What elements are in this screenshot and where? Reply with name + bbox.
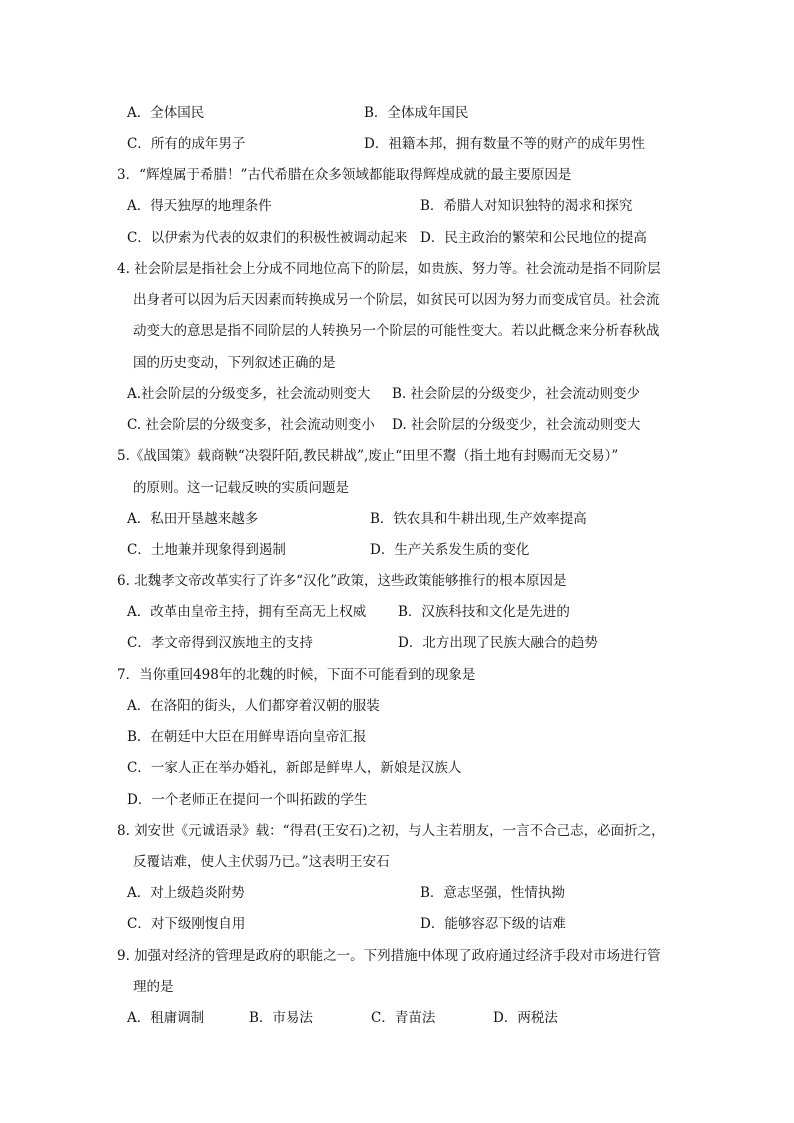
q4-stem-line-2: 出身者可以因为后天因素而转换成另一个阶层，如贫民可以因为努力而变成官员。社会流 bbox=[133, 292, 660, 308]
q4-stem-line-4: 国的历史变动，下列叙述正确的是 bbox=[133, 355, 336, 371]
q5-option-b[interactable]: B．铁农具和牛耕出现,生产效率提高 bbox=[370, 511, 587, 527]
q8-option-b[interactable]: B．意志坚强，性情执拗 bbox=[420, 885, 565, 901]
q9-option-b[interactable]: B．市易法 bbox=[249, 1010, 313, 1026]
q7-option-d[interactable]: D．一个老师正在提问一个叫拓跋的学生 bbox=[127, 792, 368, 808]
q6-option-a[interactable]: A．改革由皇帝主持，拥有至高无上权威 bbox=[127, 604, 367, 620]
q8-option-a[interactable]: A．对上级趋炎附势 bbox=[127, 885, 245, 901]
q5-stem-line-2: 的原则。这一记载反映的实质问题是 bbox=[133, 480, 349, 496]
q2-option-c[interactable]: C．所有的成年男子 bbox=[127, 136, 246, 152]
q9-option-c[interactable]: C．青苗法 bbox=[371, 1010, 436, 1026]
q7-stem: 7．当你重回498年的北魏的时候，下面不可能看到的现象是 bbox=[117, 667, 476, 683]
q8-option-c[interactable]: C．对下级刚愎自用 bbox=[127, 916, 246, 932]
q9-option-d[interactable]: D．两税法 bbox=[493, 1010, 558, 1026]
q4-option-d[interactable]: D. 社会阶层的分级变少，社会流动则变大 bbox=[392, 417, 641, 433]
q9-stem-line-2: 理的是 bbox=[133, 979, 174, 995]
q7-option-a[interactable]: A．在洛阳的街头，人们都穿着汉朝的服装 bbox=[127, 698, 380, 714]
q5-option-a[interactable]: A．私田开垦越来越多 bbox=[127, 511, 259, 527]
q4-option-a[interactable]: A.社会阶层的分级变多，社会流动则变大 bbox=[127, 386, 371, 402]
q2-option-a[interactable]: A．全体国民 bbox=[127, 105, 205, 121]
q8-stem-line-2: 反覆诘难，使人主伏弱乃已。”这表明王安石 bbox=[133, 854, 390, 870]
q6-option-d[interactable]: D．北方出现了民族大融合的趋势 bbox=[398, 635, 598, 651]
q3-option-c[interactable]: C．以伊索为代表的奴隶们的积极性被调动起来 bbox=[127, 230, 408, 246]
q2-option-d[interactable]: D．祖籍本邦，拥有数量不等的财产的成年男性 bbox=[364, 136, 645, 152]
q9-stem-line-1: 9. 加强对经济的管理是政府的职能之一。下列措施中体现了政府通过经济手段对市场进行管 bbox=[117, 948, 661, 964]
q5-stem-line-1: 5.《战国策》载商鞅“决裂阡陌,教民耕战”,废止“田里不鬻（指土地有封赐而无交易）” bbox=[117, 448, 619, 464]
q4-stem-line-3: 动变大的意思是指不同阶层的人转换另一个阶层的可能性变大。若以此概念来分析春秋战 bbox=[133, 323, 660, 339]
q8-option-d[interactable]: D．能够容忍下级的诘难 bbox=[420, 916, 566, 932]
q4-stem-line-1: 4. 社会阶层是指社会上分成不同地位高下的阶层，如贵族、努力等。社会流动是指不同阶层 bbox=[117, 261, 661, 277]
q3-option-b[interactable]: B．希腊人对知识独特的渴求和探究 bbox=[420, 198, 633, 214]
q9-option-a[interactable]: A．租庸调制 bbox=[127, 1010, 205, 1026]
q6-stem: 6. 北魏孝文帝改革实行了许多“汉化”政策，这些政策能够推行的根本原因是 bbox=[117, 573, 567, 589]
q7-option-b[interactable]: B．在朝廷中大臣在用鲜卑语向皇帝汇报 bbox=[127, 729, 367, 745]
q5-option-c[interactable]: C．土地兼并现象得到遏制 bbox=[127, 542, 286, 558]
q3-option-a[interactable]: A．得天独厚的地理条件 bbox=[127, 198, 272, 214]
q6-option-c[interactable]: C．孝文帝得到汉族地主的支持 bbox=[127, 635, 313, 651]
q8-stem-line-1: 8. 刘安世《元诚语录》载：“得君(王安石)之初，与人主若朋友，一言不合己志，必面折之， bbox=[117, 823, 665, 839]
q4-option-b[interactable]: B. 社会阶层的分级变少，社会流动则变少 bbox=[392, 386, 641, 402]
q2-option-b[interactable]: B．全体成年国民 bbox=[364, 105, 469, 121]
q3-stem: 3．“辉煌属于希腊！”古代希腊在众多领域都能取得辉煌成就的最主要原因是 bbox=[117, 167, 572, 183]
q7-option-c[interactable]: C．一家人正在举办婚礼，新郎是鲜卑人，新娘是汉族人 bbox=[127, 760, 462, 776]
q6-option-b[interactable]: B．汉族科技和文化是先进的 bbox=[398, 604, 570, 620]
q4-option-c[interactable]: C. 社会阶层的分级变多，社会流动则变小 bbox=[127, 417, 375, 433]
q5-option-d[interactable]: D．生产关系发生质的变化 bbox=[370, 542, 530, 558]
q3-option-d[interactable]: D．民主政治的繁荣和公民地位的提高 bbox=[420, 230, 647, 246]
